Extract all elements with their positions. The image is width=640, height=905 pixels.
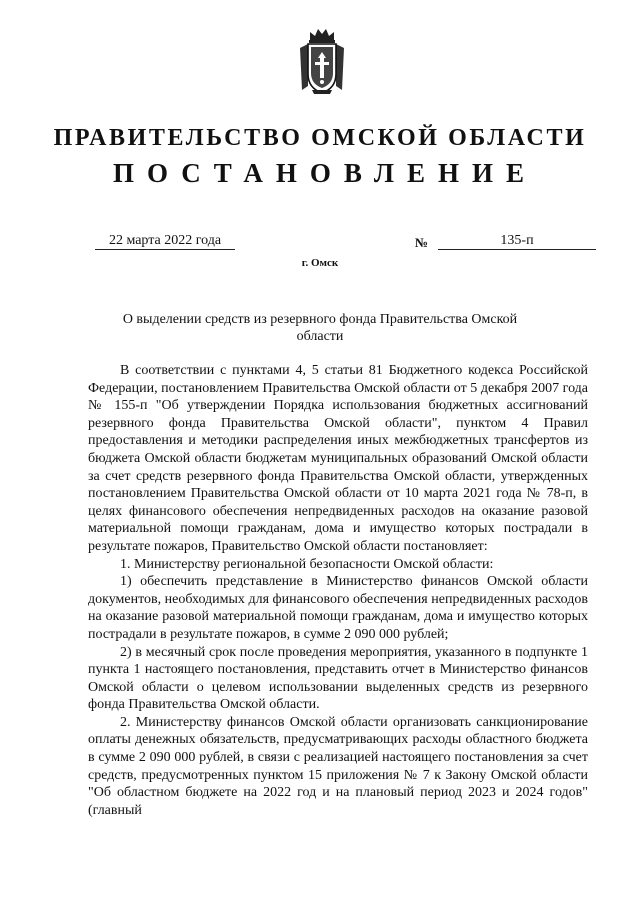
document-city: г. Омск xyxy=(301,257,339,269)
document-body xyxy=(88,362,588,819)
government-title: ПРАВИТЕЛЬСТВО ОМСКОЙ ОБЛАСТИ xyxy=(53,125,587,151)
clause-1-paragraph: 1. Министерству региональной безопасности Омской области: xyxy=(120,556,494,572)
document-subject: О выделении средств из резервного фонда Правительства Омской области xyxy=(122,312,518,344)
omsk-coat-of-arms-icon xyxy=(296,26,348,96)
clause-1-2-paragraph: 2) в месячный срок после проведения мероприятия, указанного в подпункте 1 пункта 1 настоящего постановления, представить отчет в Министерство финансов Омской области о целевом использовании выделенных средств из резервного фонда Правительства Омской области. xyxy=(88,644,588,713)
document-number: 135-п xyxy=(438,232,596,250)
clause-1-1-paragraph: 1) обеспечить представление в Министерство финансов Омской области документов, необходимых для финансового обеспечения непредвиденных расходов на оказание разовой материальной помощи гражданам, дома и имущество которых пострадали в результате пожаров, в сумме 2 090 000 рублей; xyxy=(88,574,588,642)
preamble-paragraph: В соответствии с пунктами 4, 5 статьи 81 Бюджетного кодекса Российской Федерации, постановлением Правительства Омской области от 5 декабря 2007 года № 155-п "Об утверждении Порядка использования бюджетных ассигнований резервного фонда Правительства Омской области", пунктом 4 Правил предоставления и методики распределения иных межбюджетных трансфертов из бюджета Омской области бюджетам муниципальных образований Омской области за счет средств резервного фонда Правительства Омской области, утвержденных постановлением Правительства Омской области от 10 марта 2021 года № 78-п, в целях финансового обеспечения непредвиденных расходов на оказание разовой материальной помощи гражданам, дома и имущество которых пострадали в результате пожаров, Правительство Омской области постановляет: xyxy=(88,363,588,554)
document-type-title: ПОСТАНОВЛЕНИЕ xyxy=(112,158,538,188)
number-sign: № xyxy=(415,235,429,250)
clause-2-paragraph: 2. Министерству финансов Омской области организовать санкционирование оплаты денежных обязательств, предусматривающих расходы областного бюджета в сумме 2 090 000 рублей, в связи с реализацией настоящего постановления за счет средств, предусмотренных пунктом 15 приложения № 7 к Закону Омской области "Об областном бюджете на 2022 год и на плановый период 2023 и 2024 годов" (главный xyxy=(88,714,588,818)
document-date: 22 марта 2022 года xyxy=(95,232,235,250)
